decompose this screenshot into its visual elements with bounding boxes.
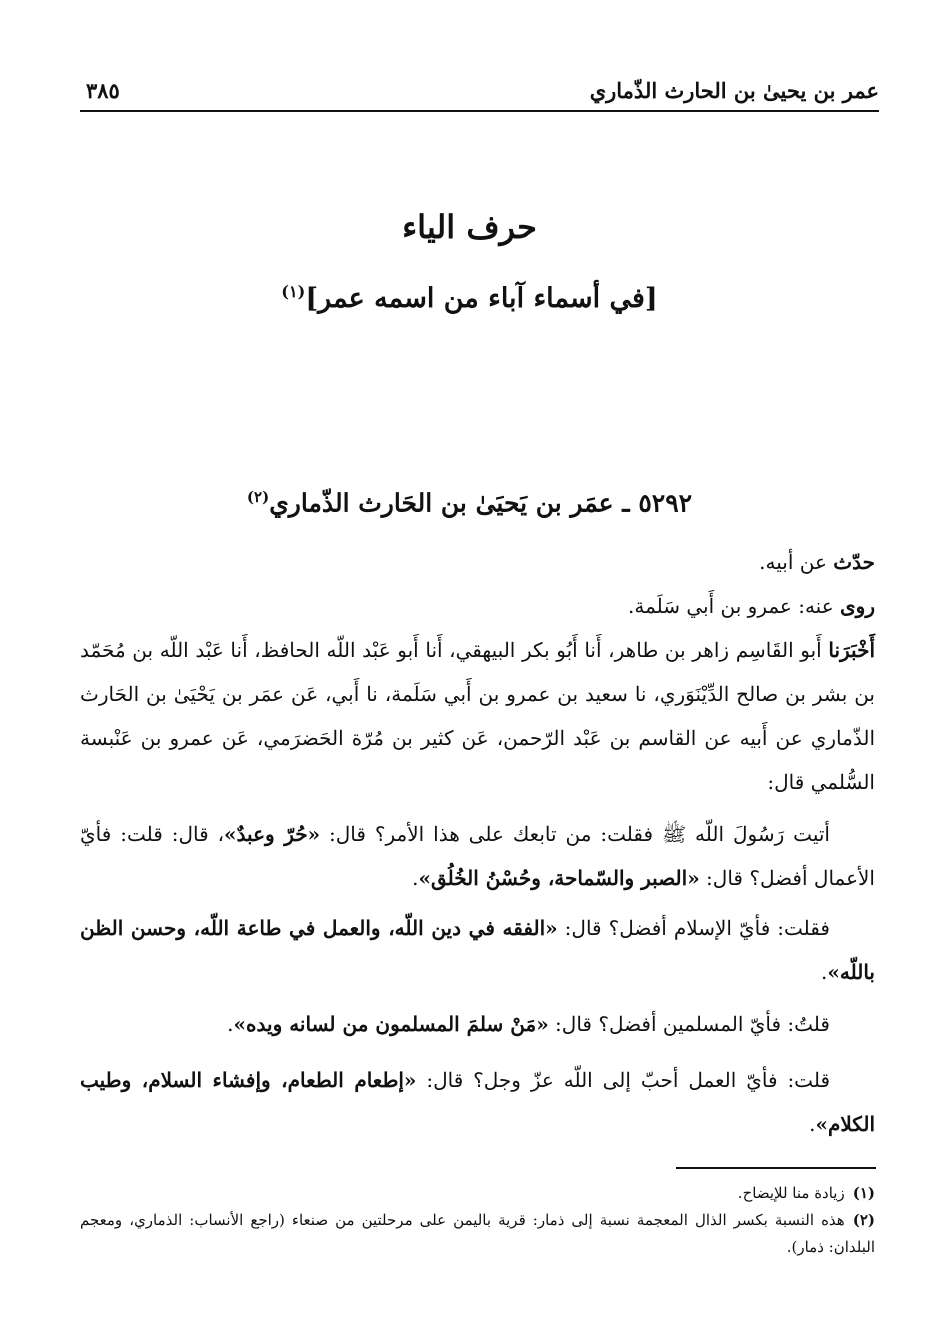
hadith-quote-2: «الفقه في دين اللّه، والعمل في طاعة اللّه، وحسن الظن باللّه» <box>80 916 875 984</box>
footnote-2-number: (٢) <box>852 1211 875 1229</box>
hadith-quote-1b: «الصبر والسّماحة، وحُسْنُ الخُلُق» <box>418 866 700 890</box>
chapter-subtitle-text: [في أسماء آباء من اسمه عمر] <box>305 283 658 314</box>
haddath-line <box>80 540 875 584</box>
running-header-title: عمر بن يحيىٰ بن الحارث الذّماري <box>589 78 879 103</box>
hadith-text-4: قلت: فأيّ العمل أحبّ إلى اللّه عزّ وجل؟ قال: <box>416 1068 831 1092</box>
rawa-text: عنه: عمرو بن أَبي سَلَمة. <box>628 594 841 618</box>
chapter-title: حرف الياء <box>402 208 537 246</box>
hadith-quote-1: «حُرّ وعبدٌ» <box>224 822 321 846</box>
haddath-text: عن أبيه. <box>759 550 834 574</box>
hadith-text-2: فقلت: فأيّ الإسلام أفضل؟ قال: <box>557 916 830 940</box>
hadith-paragraph-1 <box>80 812 875 900</box>
hadith-quote-3: «مَنْ سلمَ المسلمون من لسانه ويده» <box>233 1012 549 1036</box>
isnad-paragraph <box>80 628 875 804</box>
hadith-paragraph-2 <box>80 906 875 994</box>
footnote-1-text: زيادة منا للإيضاح. <box>737 1184 845 1202</box>
hadith-end-4: . <box>809 1112 816 1136</box>
hadith-quote-4: «إطعام الطعام، وإفشاء السلام، وطيب الكلام» <box>80 1068 875 1136</box>
hadith-text-1b: ، قال: قلت: فأيّ الأعمال أفضل؟ قال: <box>80 822 875 890</box>
footnote-ref-1: (١) <box>281 282 306 301</box>
hadith-end-3: . <box>227 1012 234 1036</box>
entry-heading <box>0 488 939 517</box>
hadith-paragraph-4 <box>80 1058 875 1146</box>
footnote-divider <box>676 1167 876 1169</box>
footnote-2-text: هذه النسبة بكسر الذال المعجمة نسبة إلى ذمار: قرية باليمن على مرحلتين من صنعاء (راجع الأنساب: الذماري، ومعجم البلدان: ذمار). <box>80 1211 875 1256</box>
hadith-paragraph-3 <box>80 1002 875 1046</box>
footnote-1 <box>80 1180 875 1207</box>
hadith-text-1: أتيت رَسُولَ اللّه ﷺ فقلت: من تابعك على هذا الأمر؟ قال: <box>320 822 830 846</box>
rawa-label: روى <box>840 594 875 618</box>
page-number: ٣٨٥ <box>86 78 120 103</box>
hadith-end-1: . <box>412 866 419 890</box>
haddath-label: حدّث <box>833 550 875 574</box>
entry-heading-text: ٥٢٩٢ ـ عمَر بن يَحيَىٰ بن الحَارث الذّماري <box>269 488 693 518</box>
isnad-text: أَبو القَاسِم زاهر بن طاهر، أَنا أَبُو بكر البيهقي، أَنا أَبو عَبْد اللّه الحافظ، أَنا عَبْد اللّه بن مُحَمّد بن بشر بن صالح الدِّيْنَوَري، نا سعيد بن عمرو بن أَبي سَلَمة، نا أَبي، عَن عمَر بن يَحْيَىٰ بن الحَارث الذّماري عن أَبيه عن القاسم بن عَبْد الرّحمن، عَن كثير بن مُرّة الحَضرَمي، عَن عمرو بن عَنْبسة السُّلمي قال: <box>80 638 875 794</box>
rawa-line <box>80 584 875 628</box>
footnotes <box>80 1180 875 1261</box>
chapter-subtitle <box>0 282 939 314</box>
hadith-text-3: قلتُ: فأيّ المسلمين أفضل؟ قال: <box>548 1012 830 1036</box>
entry-body <box>80 540 875 804</box>
hadith-end-2: . <box>821 960 828 984</box>
footnote-1-number: (١) <box>852 1184 875 1202</box>
running-header <box>80 72 879 112</box>
footnote-2 <box>80 1207 875 1261</box>
akhbarana-label: أَخْبَرَنا <box>828 638 875 662</box>
footnote-ref-2: (٢) <box>246 488 270 506</box>
